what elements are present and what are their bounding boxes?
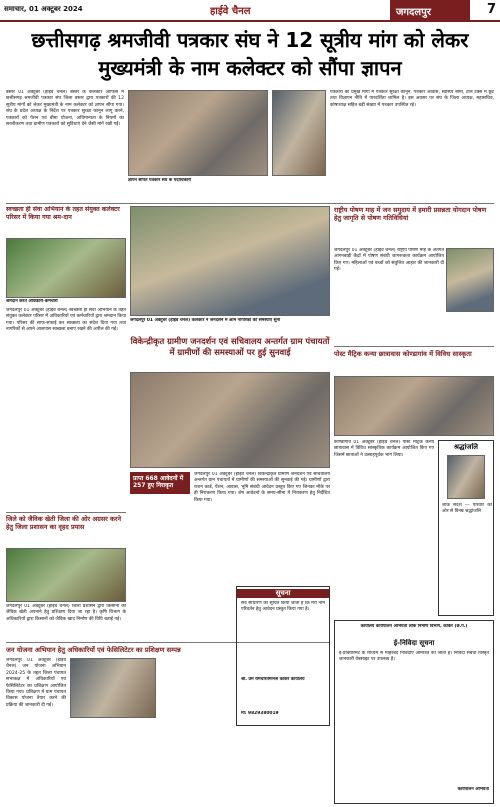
- hostel-photo: [334, 376, 494, 436]
- training-body: जगदलपुर 01 अक्टूबर (हाईवे चैनल) जन योजना अभियान 2024-25 के तहत जिला पंचायत सभाकक्ष में अधिकारियों एवं फेसिलिटेटर का प्रशिक्षण आयोजित किया गया। प्रशिक्षण में ग्राम पंचायत विकास योजना तैयार करने की प्रक्रिया की जानकारी दी गई।: [6, 658, 66, 708]
- tender-footer: कार्यपालन अभियंता: [457, 787, 489, 792]
- notice-sign: श्री. प्रेम रामचरितमानस कांकेर कार्यालय: [241, 677, 305, 682]
- masthead: [0, 0, 500, 22]
- swachhata-photo-caption: श्रमदान करते अधिकारी-कर्मचारी: [6, 299, 58, 304]
- issue-date: समाचार, 01 अक्टूबर 2024: [4, 5, 83, 13]
- tender-title: कार्यालय कार्यपालन अभियंता लोक निर्माण विभाग, कांकेर (छ.ग.): [360, 624, 468, 629]
- notice-box: [236, 586, 330, 726]
- divider: [6, 512, 126, 513]
- farmer-body: जगदलपुर 01 अक्टूबर (हाईवे चैनल) जिला प्रशासन द्वारा किसानों को जैविक खेती अपनाने हेतु प्रशिक्षण दिया जा रहा है। कृषि विभाग के अधिकारियों द्वारा किसानों को जैविक खाद निर्माण की विधि बताई गई।: [6, 604, 126, 622]
- page-number: 7: [486, 2, 496, 17]
- nutrition-photo: [446, 248, 494, 312]
- notice-body: सर्व साधारण को सूचित किया जाता है कि मेरा नाम परिवर्तन हेतु आवेदन प्रस्तुत किया गया है।: [241, 601, 325, 613]
- tribute-body: शोक संदेश — परिवार की ओर से विनम्र श्रद्धांजलि: [442, 503, 492, 515]
- lead-photo-1: [128, 90, 268, 176]
- paper-name: हाईवे चैनल: [210, 6, 251, 17]
- lead-headline: छत्तीसगढ़ श्रमजीवी पत्रकार संघ ने 12 सूत्रीय मांग को लेकर मुख्यमंत्री के नाम कलेक्टर को सौंपा ज्ञापन: [31, 28, 469, 80]
- nutrition-headline: राष्ट्रीय पोषण माह में जन समुदाय में हमारी प्रसन्नता योगदान पोषण हेतु जागृति से पोषण गतिविधियां: [334, 206, 487, 222]
- tribute-photo: [447, 455, 485, 499]
- hostel-headline: पोस्ट मैट्रिक कन्या छात्रावास कोण्डागांव में विविध सास्कृता: [334, 350, 472, 358]
- gram-headline: विकेन्द्रीकृत ग्रामीण जनदर्शन एवं सचिवालय अन्तर्गत ग्राम पंचायतों में ग्रामीणों की समस्याओं पर हुई सुनवाई: [130, 336, 330, 357]
- notice-title: सूचना: [237, 589, 329, 598]
- lead-body-right: पत्रकारों की प्रमुख मांगों में पत्रकार सुरक्षा कानून, पत्रकार आवास, स्वास्थ्य बीमा, टोल टैक्स में छूट तथा विज्ञापन नीति में पारदर्शिता शामिल है। इस अवसर पर संघ के जिला अध्यक्ष, महासचिव, कोषाध्यक्ष सहित बड़ी संख्या में पत्रकार उपस्थित रहे।: [330, 90, 494, 108]
- tender-subtitle: ई-निविदा सूचना: [393, 639, 435, 647]
- notice-phone: मो: 9829380019: [241, 711, 279, 716]
- collector-photo: [130, 206, 330, 316]
- lead-photo-caption: ज्ञापन सौंपते पत्रकार संघ के पदाधिकारी: [128, 178, 192, 183]
- tender-box: [334, 620, 494, 804]
- tribute-ad: [438, 440, 494, 616]
- collector-photo-caption: जगदलपुर 01 अक्टूबर (हाईवे चैनल) कलेक्टर ने जनदर्शन में आम नागरिकों की समस्याएं सुनीं: [130, 318, 281, 323]
- swachhata-photo: [6, 238, 126, 298]
- farmer-headline: जिले को जैविक खेती जिला की ओर अग्रसर करने हेतु जिला प्रशासन का वृहद प्रयास: [6, 515, 122, 531]
- gram-photo: [130, 372, 330, 468]
- lead-body-left: बस्तर 01 अक्टूबर (हाईवे चैनल) बस्तर के कलेक्टर ऑफिस में छत्तीसगढ़ श्रमजीवी पत्रकार संघ जिला बस्तर द्वारा पत्रकारों की 12 सूत्रीय मांगों को लेकर मुख्यमंत्री के नाम कलेक्टर को ज्ञापन सौंपा गया। संघ के प्रदेश अध्यक्ष के निर्देश पर पत्रकार सुरक्षा कानून लागू करने, पत्रकारों को पेंशन एवं बीमा योजना, अधिमान्यता के नियमों का सरलीकरण तथा ग्रामीण पत्रकारों को सुविधाएं देने जैसी मांगें रखी गईं।: [6, 90, 124, 128]
- swachhata-body: जगदलपुर 01 अक्टूबर (हाईवे चैनल) स्वच्छता ही सेवा अभियान के तहत संयुक्त कलेक्टर परिसर में अधिकारियों एवं कर्मचारियों द्वारा श्रमदान किया गया। परिसर की साफ-सफाई कर स्वच्छता का संदेश दिया गया तथा नागरिकों से अपने आसपास स्वच्छता बनाए रखने की अपील की गई।: [6, 308, 126, 333]
- swachhata-headline: स्वच्छता ही सेवा अभियान के तहत संयुक्त कलेक्टर परिसर में किया गया श्रम-दान: [6, 206, 120, 221]
- divider: [6, 203, 494, 204]
- tender-body: ई-प्रोक्योरमेंट के माध्यम से मोहरबंद निविदाएं आमंत्रित की जाती हैं। निविदा संबंधी विस्तृत जानकारी वेबसाइट पर उपलब्ध है।: [339, 651, 489, 663]
- gram-body: जगदलपुर 01 अक्टूबर (हाईवे चैनल) विकेन्द्रीकृत ग्रामीण जनदर्शन एवं सचिवालय अन्तर्गत ग्राम पंचायतों में ग्रामीणों की समस्याओं की सुनवाई की गई। ग्रामीणों द्वारा राशन कार्ड, पेंशन, आवास, भूमि संबंधी आवेदन प्रस्तुत किए गए जिनका मौके पर ही निराकरण किया गया। शेष आवेदनों के समय-सीमा में निराकरण हेतु निर्देशित किया गया।: [194, 472, 330, 503]
- farmer-photo: [6, 548, 126, 602]
- lead-photo-2: [272, 90, 326, 176]
- training-headline: जन योजना अभियान हेतु अधिकारियों एवं फेसिलिटेटर का प्रशिक्षण सम्पन्न: [6, 646, 181, 654]
- city-label: जगदलपुर: [390, 0, 470, 20]
- gram-highlight-box: प्राप्त 668 आवेदनों में 257 हुए निराकृत: [130, 472, 190, 494]
- nutrition-body: जगदलपुर 01 अक्टूबर (हाईवे चैनल) राष्ट्रीय पोषण माह के अंतर्गत आंगनबाड़ी केंद्रों में पोषण संबंधी जागरूकता कार्यक्रम आयोजित किए गए। महिलाओं एवं बच्चों को संतुलित आहार की जानकारी दी गई।: [334, 248, 444, 273]
- hostel-body: कोण्डागांव 01 अक्टूबर (हाईवे चैनल) पोस्ट मैट्रिक कन्या छात्रावास में विविध सांस्कृतिक कार्यक्रम आयोजित किए गए जिसमें छात्राओं ने उत्साहपूर्वक भाग लिया।: [334, 440, 434, 458]
- divider: [334, 346, 494, 347]
- tribute-title: श्रद्धांजलि: [453, 443, 479, 451]
- training-photo: [70, 658, 156, 718]
